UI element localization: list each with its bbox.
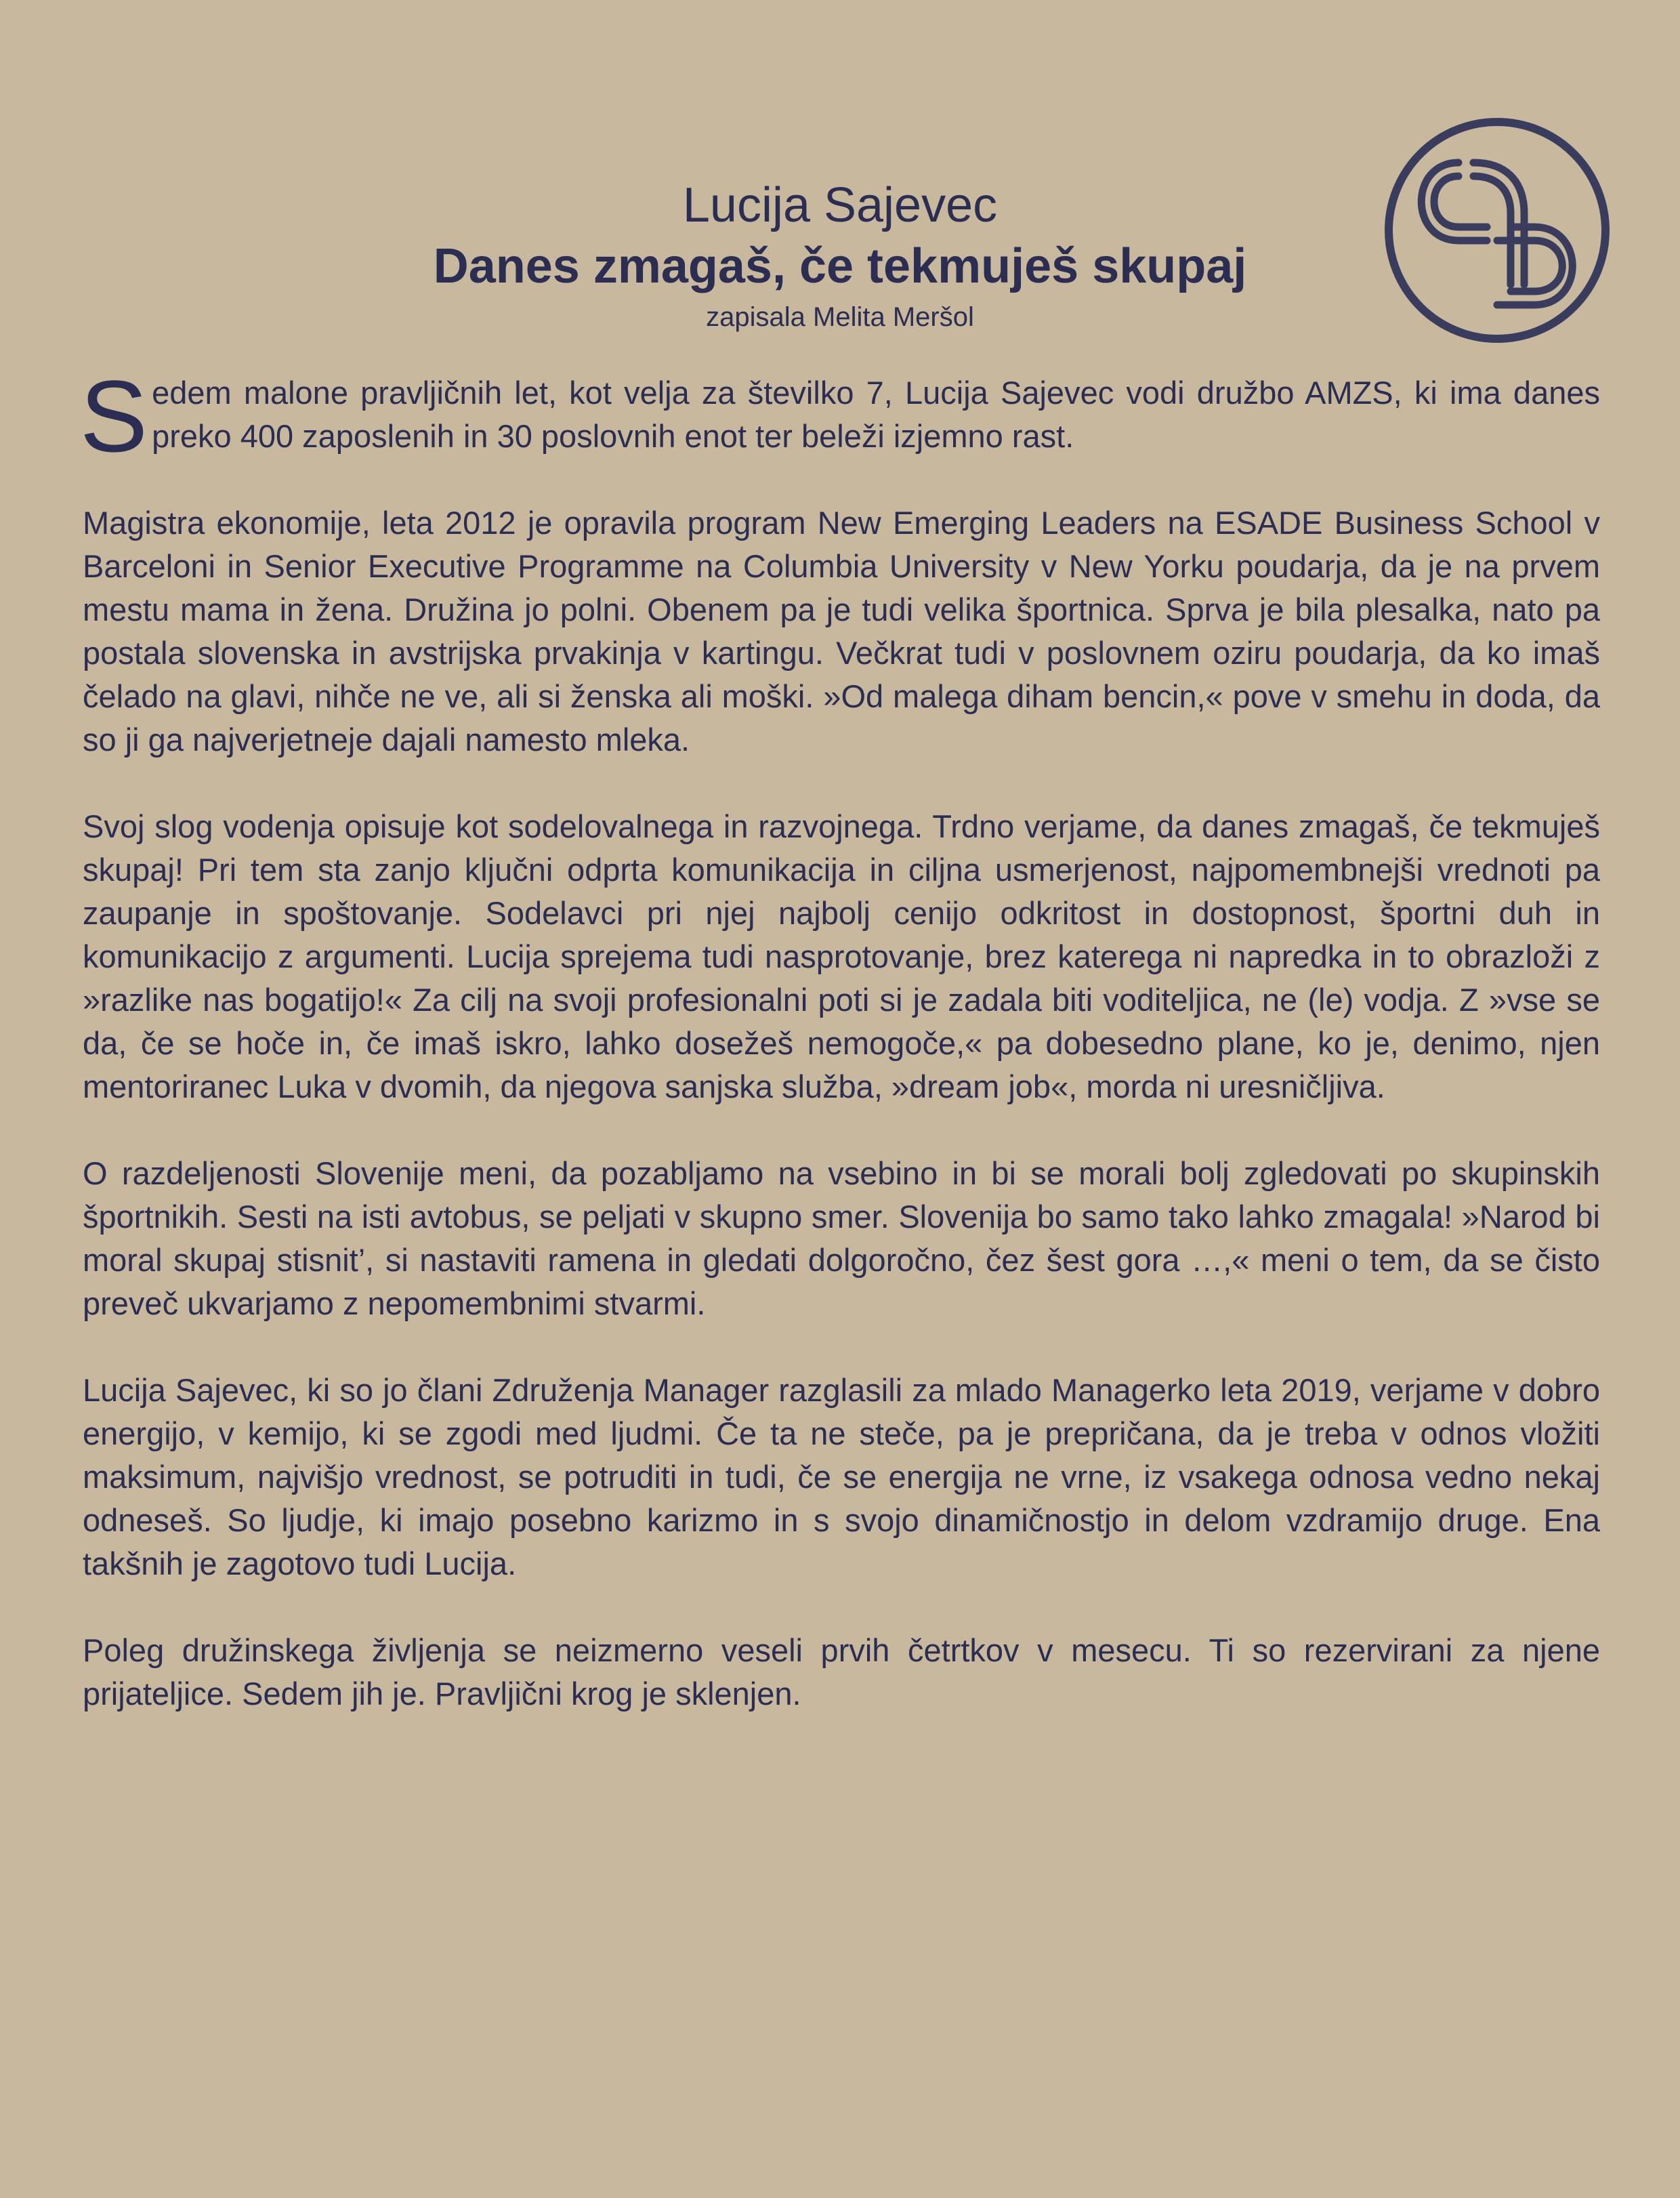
intro-text: edem malone pravljičnih let, kot velja za številko 7, Lucija Sajevec vodi družbo AMZS, ki ima danes preko 400 zaposlenih in 30 poslovnih enot ter beleži izjemno rast. <box>152 375 1600 454</box>
author-name: Lucija Sajevec <box>682 178 998 232</box>
article-body <box>80 359 1600 1759</box>
body-paragraph: Svoj slog vodenja opisuje kot sodelovalnega in razvojnega. Trdno verjame, da danes zmagaš, če tekmuješ skupaj! Pri tem sta zanjo ključni odprta komunikacija in ciljna usmerjenost, najpomembnejši vrednoti pa zaupanje in spoštovanje. Sodelavci pri njej najbolj cenijo odkritost in dostopnost, športni duh in komunikacijo z argumenti. Lucija sprejema tudi nasprotovanje, brez katerega ni napredka in to obrazloži z »razlike nas bogatijo!« Za cilj na svoji profesionalni poti si je zadala biti voditeljica, ne (le) vodja. Z »vse se da, če se hoče in, če imaš iskro, lahko dosežeš nemogoče,« pa dobesedno plane, ko je, denimo, njen mentoriranec Luka v dvomih, da njegova sanjska služba, »dream job«, morda ni uresničljiva. <box>83 808 1600 1104</box>
body-paragraph: Magistra ekonomije, leta 2012 je opravila program New Emerging Leaders na ESADE Business School v Barceloni in Senior Executive Programme na Columbia University v New Yorku poudarja, da je na prvem mestu mama in žena. Družina jo polni. Obenem pa je tudi velika športnica. Sprva je bila plesalka, nato pa postala slovenska in avstrijska prvakinja v kartingu. Večkrat tudi v poslovnem oziru poudarja, da ko imaš čelado na glavi, nihče ne ve, ali si ženska ali moški. »Od malega diham bencin,« pove v smehu in doda, da so ji ga najverjetneje dajali namesto mleka. <box>83 505 1600 758</box>
body-paragraph: Lucija Sajevec, ki so jo člani Združenja Manager razglasili za mlado Managerko leta 2019, verjame v dobro energijo, v kemijo, ki se zgodi med ljudmi. Če ta ne steče, pa je prepričana, da je treba v odnos vložiti maksimum, najvišjo vrednost, se potruditi in tudi, če se energija ne vrne, iz vsakega odnosa vedno nekaj odneseš. So ljudje, ki imajo posebno karizmo in s svojo dinamičnostjo in delom vzdramijo druge. Ena takšnih je zagotovo tudi Lucija. <box>83 1372 1600 1581</box>
article-title: Danes zmagaš, če tekmuješ skupaj <box>433 239 1247 293</box>
drop-cap: S <box>80 359 148 473</box>
article-header <box>0 175 1680 336</box>
body-paragraph: Poleg družinskega življenja se neizmerno veseli prvih četrtkov v mesecu. Ti so rezervirani za njene prijateljice. Sedem jih je. Pravljični krog je sklenjen. <box>83 1632 1600 1712</box>
body-paragraph: O razdeljenosti Slovenije meni, da pozabljamo na vsebino in bi se morali bolj zgledovati po skupinskih športnikih. Sesti na isti avtobus, se peljati v skupno smer. Slovenija bo samo tako lahko zmagala! »Narod bi moral skupaj stisnit’, si nastaviti ramena in gledati dolgoročno, čez šest gora …,« meni o tem, da se čisto preveč ukvarjamo z nepomembnimi stvarmi. <box>83 1155 1600 1321</box>
intro-paragraph <box>80 359 1600 473</box>
byline: zapisala Melita Meršol <box>706 302 974 332</box>
